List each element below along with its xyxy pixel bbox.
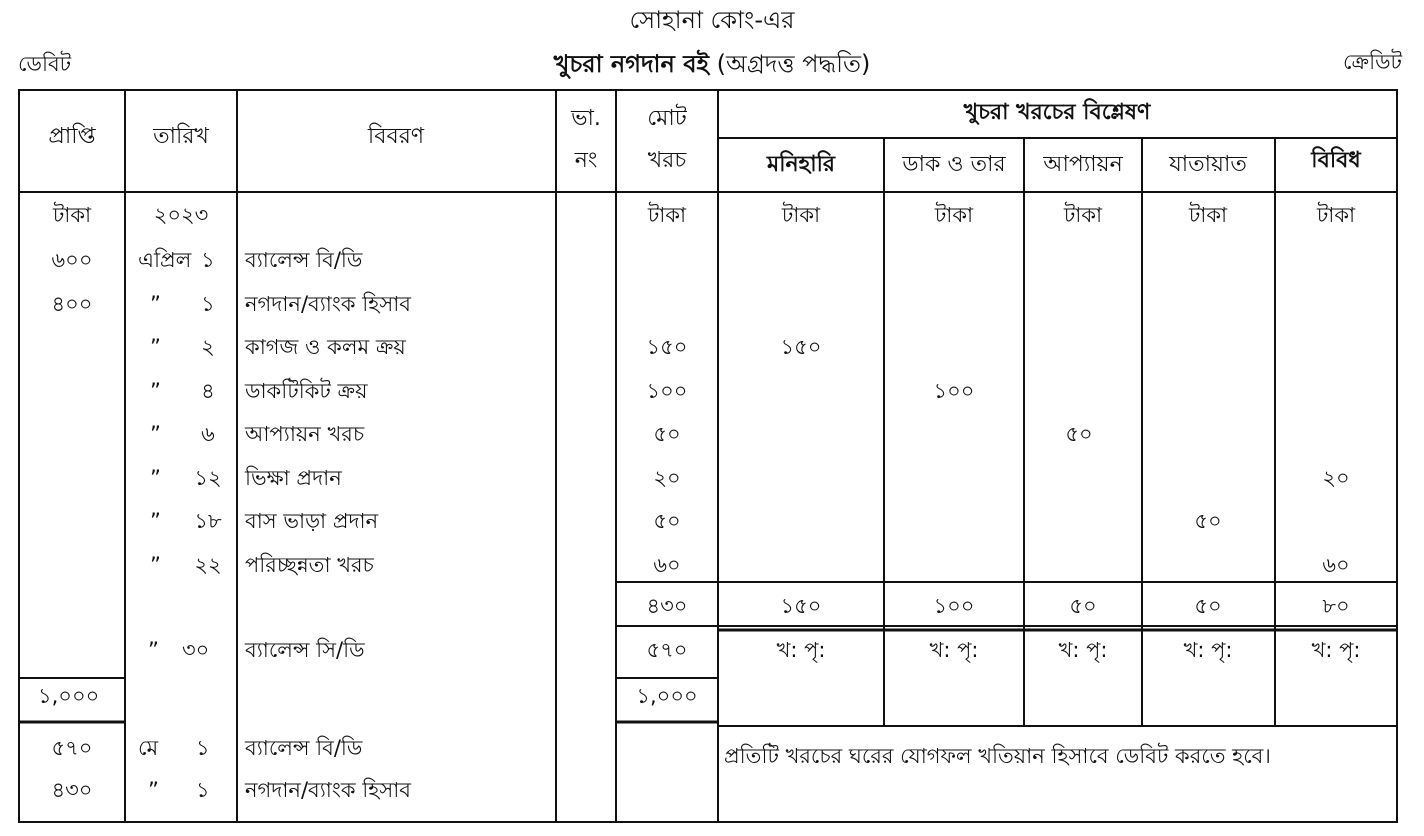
book-title-main: খুচরা নগদান বই	[553, 50, 710, 78]
unit-transport: টাকা	[1188, 203, 1228, 227]
unit-stationery: টাকা	[781, 203, 821, 227]
closing-day: ৩০	[182, 638, 210, 662]
row-8-total: ৬০	[653, 552, 681, 577]
row-3-total: ১৫০	[646, 335, 688, 359]
subtotal-entertainment: ৫০	[1069, 594, 1097, 618]
col-description: বিবরণ	[367, 124, 425, 149]
row-5-total: ৫০	[653, 422, 681, 446]
year-label: ২০২৩	[153, 203, 209, 227]
ledger-note: প্রতিটি খরচের ঘরের যোগফল খতিয়ান হিসাবে ডেবিট করতে হবে।	[724, 744, 1271, 768]
row-2-month: ”	[150, 291, 161, 316]
subtotal-postage: ১০০	[933, 594, 975, 618]
closing-total: ৫৭০	[646, 638, 688, 662]
subtotal-total: ৪৩০	[646, 594, 688, 618]
row-4-month: ”	[150, 378, 161, 403]
next-day-2: ১	[196, 778, 210, 802]
row-5-desc: আপ্যায়ন খরচ	[245, 422, 365, 446]
next-month-1: মে	[138, 736, 159, 760]
row-1-month: এপ্রিল	[138, 248, 192, 272]
row-4-postage: ১০০	[933, 378, 975, 403]
debit-label: ডেবিট	[18, 52, 72, 76]
subtotal-misc: ৮০	[1322, 594, 1350, 618]
row-6-desc: ভিক্ষা প্রদান	[245, 465, 342, 490]
row-5-entertainment: ৫০	[1065, 422, 1093, 446]
row-7-day: ১৮	[194, 509, 222, 533]
row-7-desc: বাস ভাড়া প্রদান	[245, 509, 379, 533]
closing-month: ”	[148, 638, 159, 662]
row-6-day: ১২	[194, 465, 222, 490]
row-4-desc: ডাকটিকিট ক্রয়	[245, 378, 368, 403]
next-day-1: ১	[196, 736, 210, 760]
row-5-month: ”	[150, 422, 161, 446]
next-receipt-1: ৫৭০	[51, 736, 93, 760]
grand-total-expense: ১,০০০	[636, 684, 698, 708]
row-4-day: ৪	[201, 378, 215, 403]
folio-transport: খ: পৃ:	[1183, 638, 1233, 662]
row-3-stationery: ১৫০	[780, 335, 822, 359]
book-method: (অগ্রদত্ত পদ্ধতি)	[716, 50, 871, 78]
row-2-day: ১	[201, 291, 215, 316]
row-8-desc: পরিচ্ছন্নতা খরচ	[245, 552, 374, 577]
row-6-misc: ২০	[1322, 465, 1350, 490]
row-3-month: ”	[150, 335, 161, 359]
folio-misc: খ: পৃ:	[1311, 638, 1361, 662]
row-5-day: ৬	[201, 422, 215, 446]
col-transport: যাতায়াত	[1169, 152, 1247, 177]
unit-receipt: টাকা	[52, 203, 92, 227]
next-desc-1: ব্যালেন্স বি/ডি	[245, 736, 363, 760]
closing-description: ব্যালেন্স সি/ডি	[245, 638, 365, 662]
subtotal-transport: ৫০	[1194, 594, 1222, 618]
row-3-desc: কাগজ ও কলম ক্রয়	[245, 335, 406, 359]
row-4-total: ১০০	[646, 378, 688, 403]
unit-entertainment: টাকা	[1063, 203, 1103, 227]
unit-total: টাকা	[647, 203, 687, 227]
row-7-month: ”	[150, 509, 161, 533]
row-1-receipt: ৬০০	[51, 248, 93, 272]
folio-postage: খ: পৃ:	[929, 638, 979, 662]
col-postage: ডাক ও তার	[902, 152, 1006, 177]
company-name: সোহানা কোং-এর	[629, 6, 795, 34]
folio-stationery: খ: পৃ:	[776, 638, 826, 662]
unit-postage: টাকা	[934, 203, 974, 227]
col-total-1: মোট	[647, 106, 687, 131]
row-6-month: ”	[150, 465, 161, 490]
table-border	[19, 90, 1397, 822]
row-1-desc: ব্যালেন্স বি/ডি	[245, 248, 363, 272]
row-2-receipt: ৪০০	[51, 291, 93, 316]
col-misc: বিবিধ	[1311, 148, 1361, 173]
row-8-day: ২২	[194, 552, 222, 577]
credit-label: ক্রেডিট	[1343, 50, 1402, 74]
row-7-transport: ৫০	[1194, 509, 1222, 533]
row-8-month: ”	[150, 552, 161, 577]
col-total-2: খরচ	[647, 148, 687, 173]
row-6-total: ২০	[653, 465, 681, 490]
row-8-misc: ৬০	[1322, 552, 1350, 577]
col-stationery: মনিহারি	[767, 152, 835, 177]
col-analysis: খুচরা খরচের বিশ্লেষণ	[963, 100, 1151, 125]
col-receipt: প্রাপ্তি	[48, 124, 96, 149]
row-1-day: ১	[201, 248, 215, 272]
unit-misc: টাকা	[1316, 203, 1356, 227]
next-receipt-2: ৪৩০	[51, 778, 93, 802]
row-3-day: ২	[201, 335, 215, 359]
next-desc-2: নগদান/ব্যাংক হিসাব	[245, 778, 411, 802]
col-date: তারিখ	[153, 124, 209, 149]
col-entertainment: আপ্যায়ন	[1043, 152, 1123, 177]
col-voucher-1: ভা.	[571, 106, 601, 131]
row-7-total: ৫০	[653, 509, 681, 533]
folio-entertainment: খ: পৃ:	[1058, 638, 1108, 662]
grand-total-receipt: ১,০০০	[38, 684, 100, 708]
col-voucher-2: নং	[574, 148, 598, 173]
subtotal-stationery: ১৫০	[780, 594, 822, 618]
next-month-2: ”	[148, 778, 159, 802]
row-2-desc: নগদান/ব্যাংক হিসাব	[245, 291, 411, 316]
